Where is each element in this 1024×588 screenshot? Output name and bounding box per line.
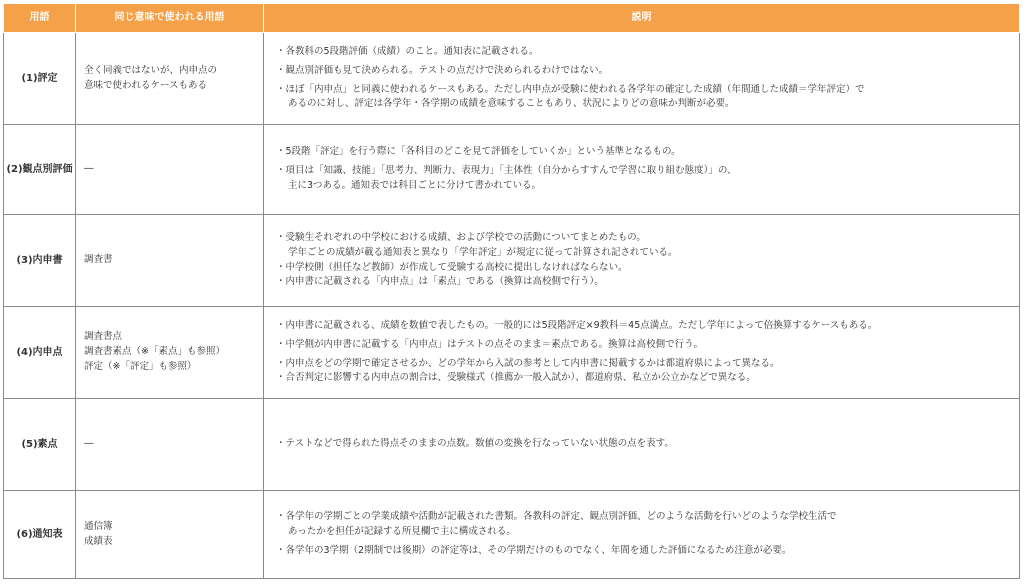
synonym-line: 調査書 — [84, 254, 113, 266]
synonyms-cell — [76, 125, 264, 215]
synonyms-cell — [76, 33, 264, 125]
description-cell — [264, 491, 1020, 579]
description-line: ・内申点をどの学期で確定させるか、どの学年から入試の参考として内申書に掲載するかは都道府県によって異なる。 — [276, 357, 780, 369]
description-line: ・中学側が内申書に記載する「内申点」はテストの点そのまま＝素点である。換算は高校側で行う。 — [276, 338, 704, 350]
description-cell — [264, 399, 1020, 491]
header-term: 用語 — [4, 4, 76, 33]
description-line: ・各学年の3学期（2期制では後期）の評定等は、その学期だけのものでなく、年間を通した評価になるため注意が必要。 — [276, 544, 792, 556]
description-line: 主に3つある。通知表では科目ごとに分けて書かれている。 — [288, 179, 542, 191]
term-cell: (3)内申書 — [4, 215, 76, 307]
synonyms-cell — [76, 307, 264, 399]
description-line: ・項目は「知識、技能」「思考力、判断力、表現力」「主体性（自分からすすんで学習に取り組む態度）」の、 — [276, 165, 737, 177]
description-cell — [264, 33, 1020, 125]
table-row — [4, 33, 1020, 125]
synonym-line: ― — [84, 163, 94, 175]
table-row — [4, 125, 1020, 215]
table-row — [4, 307, 1020, 399]
description-cell — [264, 307, 1020, 399]
description-line: ・テストなどで得られた得点そのままの点数。数値の変換を行なっていない状態の点を表す。 — [276, 438, 674, 450]
synonym-line: 調査書素点（※「素点」も参照） — [84, 346, 225, 358]
description-line: ・内申書に記載される「内申点」は「素点」である（換算は高校側で行う）。 — [276, 276, 604, 288]
description-line: ・各学年の学期ごとの学業成績や活動が記載された書類。各教科の評定、観点別評価、どのような活動を行いどのような学校生活で — [276, 511, 837, 523]
synonym-line: 全く同義ではないが、内申点の — [84, 64, 218, 76]
description-cell — [264, 125, 1020, 215]
header-row — [4, 4, 1020, 33]
table-row — [4, 399, 1020, 491]
description-line: ・各教科の5段階評価（成績）のこと。通知表に記載される。 — [276, 46, 539, 58]
description-line: ・ほぼ「内申点」と同義に使われるケースもある。ただし内申点が受験に使われる各学年の確定した成績（年間通した成績＝学年評定）で — [276, 83, 865, 95]
description-line: ・中学校側（担任など教師）が作成して受験する高校に提出しなければならない。 — [276, 261, 628, 273]
description-line: あるのに対し、評定は各学年・各学期の成績を意味することもあり、状況によりどの意味か判断が必要。 — [288, 98, 735, 110]
table-row — [4, 491, 1020, 579]
term-cell: (2)観点別評価 — [4, 125, 76, 215]
description-line: ・観点別評価も見て決められる。テストの点だけで決められるわけではない。 — [276, 64, 609, 76]
term-cell: (1)評定 — [4, 33, 76, 125]
description-line: 学年ごとの成績が載る通知表と異なり「学年評定」が規定に従って計算され記されている。 — [288, 246, 678, 258]
synonym-line: 成績表 — [84, 535, 113, 547]
description-line: ・5段階「評定」を行う際に「各科目のどこを見て評価をしていくか」という基準となるもの。 — [276, 146, 681, 158]
description-line: あったかを担任が記録する所見欄で主に構成される。 — [288, 526, 516, 538]
term-cell: (5)素点 — [4, 399, 76, 491]
header-description: 説明 — [264, 4, 1020, 33]
synonym-line: 意味で使われるケースもある — [84, 79, 208, 91]
synonyms-cell — [76, 215, 264, 307]
description-line: ・受験生それぞれの中学校における成績、および学校での活動についてまとめたもの。 — [276, 232, 646, 244]
synonyms-cell — [76, 399, 264, 491]
glossary-table — [3, 3, 1020, 579]
synonym-line: 調査書点 — [84, 331, 123, 343]
description-cell — [264, 215, 1020, 307]
synonyms-cell — [76, 491, 264, 579]
term-cell: (4)内申点 — [4, 307, 76, 399]
description-line: ・合否判定に影響する内申点の割合は、受験様式（推薦か一般入試か）、都道府県、私立か公立かなどで異なる。 — [276, 372, 756, 384]
header-synonyms: 同じ意味で使われる用語 — [76, 4, 264, 33]
synonym-line: 通信簿 — [84, 520, 113, 532]
synonym-line: 評定（※「評定」も参照） — [84, 360, 197, 372]
description-line: ・内申書に記載される、成績を数値で表したもの。一般的には5段階評定×9教科＝45点満点。ただし学年によって倍換算するケースもある。 — [276, 320, 878, 332]
synonym-line: ― — [84, 438, 94, 450]
term-cell: (6)通知表 — [4, 491, 76, 579]
table-row — [4, 215, 1020, 307]
